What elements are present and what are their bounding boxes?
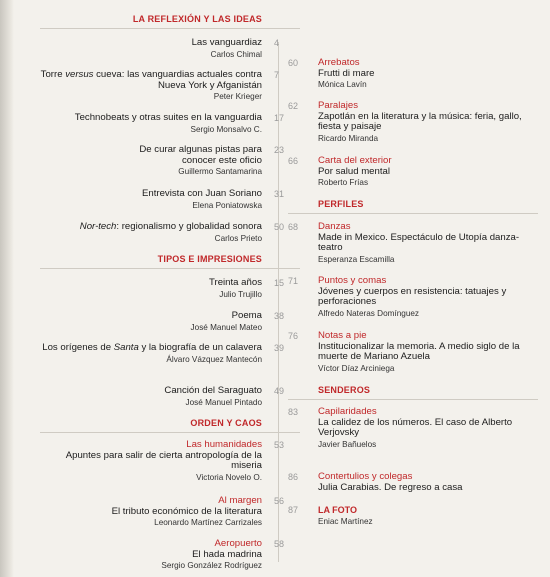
page-number: 17 [274,113,285,123]
toc-entry[interactable] [40,385,285,408]
entry-title: Apuntes para salir de cierta antropología de la miseria [65,449,262,471]
page-number: 60 [288,58,299,68]
entry-author: Ricardo Miranda [318,133,379,143]
section-rule [40,28,300,29]
page-number: 49 [274,386,285,396]
entry-title: Institucionalizar la memoria. A medio siglo de la muerte de Mariano Azuela [318,340,520,362]
entry-category: Paralajes [318,100,358,111]
entry-category: Las humanidades [186,439,262,450]
page-binding-shadow [0,0,14,577]
section-heading-perfiles: PERFILES [318,199,364,209]
page-number: 53 [274,440,285,450]
entry-author: Guillermo Santamarina [178,167,262,176]
page-number: 86 [288,472,299,482]
entry-title: Jóvenes y cuerpos en resistencia: tatuajes y perforaciones [318,285,507,307]
entry-title: Torre versus cueva: las vanguardias actuales contra Nueva York y Afganistán [40,69,262,91]
entry-title: Zapotlán en la literatura y la música: feria, gallo, fiesta y paisaje [318,110,522,132]
entry-author: José Manuel Pintado [185,397,262,407]
entry-author: Esperanza Escamilla [318,254,395,264]
section-heading-tipos: TIPOS E IMPRESIONES [157,254,262,264]
entry-author: Sergio Monsalvo C. [190,124,262,134]
toc-entry[interactable] [40,495,285,529]
entry-title: De curar algunas pistas para conocer este oficio [139,144,262,166]
section-heading-senderos: SENDEROS [318,385,371,395]
page-number: 76 [288,331,299,341]
toc-entry[interactable] [40,112,285,135]
page-number: 39 [274,343,285,353]
section-rule [40,432,300,433]
entry-author: Eniac Martínez [318,516,373,526]
entry-title: La calidez de los números. El caso de Alberto Verjovsky [318,416,513,438]
page-number: 38 [274,311,285,321]
entry-title: El hada madrina [192,548,262,560]
entry-title: Nor-tech: regionalismo y globalidad sonora [79,221,262,232]
entry-title: Julia Carabias. De regreso a casa [318,481,463,493]
page-number: 66 [288,156,299,166]
page-number: 15 [274,278,285,288]
entry-category: Carta del exterior [318,155,392,166]
toc-entry[interactable] [40,439,285,483]
entry-title: Frutti di mare [318,67,375,79]
toc-entry[interactable] [288,58,538,91]
page-number: 31 [274,189,285,199]
entry-author: Peter Krieger [213,92,262,101]
entry-author: Mónica Lavín [318,80,367,89]
entry-category: Puntos y comas [318,275,387,286]
entry-author: Javier Bañuelos [318,439,377,449]
entry-title: Technobeats y otras suites en la vanguardia [74,112,262,123]
entry-title: Por salud mental [318,165,390,177]
entry-title: Las vanguardiaz [191,37,262,48]
entry-category: Aeropuerto [214,538,262,549]
page-number: 62 [288,101,299,111]
entry-author: Victoria Novelo O. [196,472,262,482]
toc-entry[interactable] [288,472,538,493]
entry-title: Made in Mexico. Espectáculo de Utopía danza-teatro [318,231,520,253]
toc-entry[interactable] [40,310,285,333]
entry-author: José Manuel Mateo [190,322,262,332]
entry-category: Notas a pie [318,330,367,341]
page-number: 50 [274,222,285,232]
section-rule [288,399,538,400]
toc-entry[interactable] [288,222,538,265]
entry-category: LA FOTO [318,505,357,515]
entry-author: Carlos Prieto [214,233,262,243]
toc-entry[interactable] [288,101,538,144]
toc-entry[interactable] [40,342,285,365]
toc-entry[interactable] [288,407,538,450]
toc-entry[interactable] [40,538,285,572]
page-number: 68 [288,222,299,232]
page-number: 7 [274,70,280,80]
entry-author: Sergio González Rodríguez [161,561,262,570]
page-number: 4 [274,38,280,48]
toc-entry[interactable] [40,277,285,300]
entry-category: Al margen [218,495,262,506]
entry-author: Roberto Frías [318,178,369,187]
page-number: 58 [274,539,285,549]
entry-author: Alfredo Nateras Domínguez [318,308,420,318]
entry-author: Leonardo Martínez Carrizales [154,518,262,527]
entry-title: Poema [231,310,262,321]
section-rule [40,268,300,269]
entry-category: Contertulios y colegas [318,471,413,482]
toc-entry[interactable] [40,188,285,211]
toc-entry[interactable] [40,221,285,244]
toc-entry[interactable] [288,156,538,189]
toc-entry[interactable] [40,144,285,178]
toc-entry[interactable] [288,331,538,374]
toc-entry[interactable] [288,276,538,319]
entry-author: Julio Trujillo [219,289,262,299]
entry-title: Entrevista con Juan Soriano [142,188,262,199]
entry-category: Capilaridades [318,406,377,417]
page-number: 87 [288,505,299,515]
section-rule [288,213,538,214]
entry-author: Carlos Chimal [210,49,262,59]
entry-author: Elena Poniatowska [192,200,262,210]
entry-title: Treinta años [209,277,262,288]
entry-title: Canción del Saraguato [164,385,262,396]
section-heading-reflexion: LA REFLEXIÓN Y LAS IDEAS [132,14,262,24]
entry-title: El tributo económico de la literatura [111,505,262,517]
toc-entry[interactable] [40,69,280,103]
page-number: 23 [274,145,285,155]
page-number: 83 [288,407,299,417]
entry-title: Los orígenes de Santa y la biografía de un calavera [42,342,262,353]
page-number: 71 [288,276,299,286]
section-heading-orden: ORDEN Y CAOS [190,418,262,428]
entry-category: Danzas [318,221,351,232]
entry-author: Álvaro Vázquez Mantecón [166,354,262,364]
entry-category: Arrebatos [318,57,360,68]
toc-entry[interactable] [288,505,538,527]
entry-author: Víctor Díaz Arciniega [318,363,395,373]
toc-entry[interactable] [40,37,280,60]
page-number: 56 [274,496,285,506]
